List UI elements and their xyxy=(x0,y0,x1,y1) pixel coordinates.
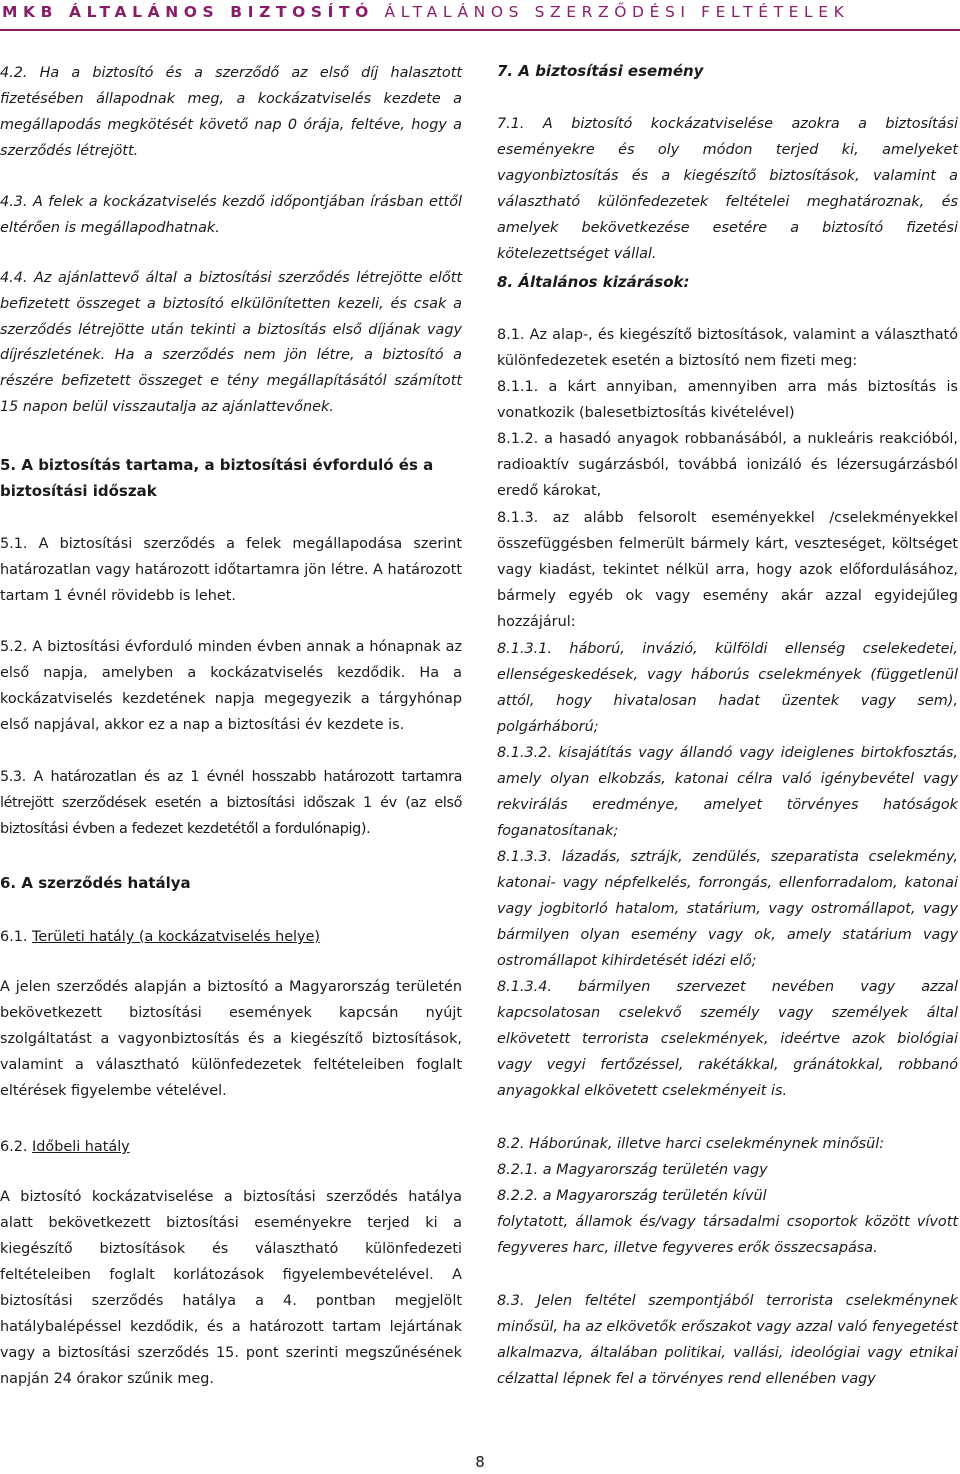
paragraph-8-1-3: 8.1.3. az alább felsorolt eseményekkel /cselekményekkel összefüggésben felmerült bármely kárt, veszteséget, költséget vagy kiadást, tekintet nélkül arra, hogy azok előfordulásához, bármely egyéb ok vagy esemény akár azzal egyidejűleg hozzájárul: xyxy=(497,510,958,630)
paragraph-4-2: 4.2. Ha a biztosító és a szerződő az első díj halasztott fizetésében állapodnak meg, a kockázatviselés kezdete a megállapodás megkötését követő nap 0 órája, feltéve, hogy a szerződés létrejött. xyxy=(0,65,462,159)
paragraph-8-2-2: 8.2.2. a Magyarország területén kívül xyxy=(497,1188,767,1204)
paragraph-8-1-1: 8.1.1. a kárt annyiban, amennyiben arra más biztosítás is vonatkozik (balesetbiztosítás kivételével) xyxy=(497,379,958,421)
paragraph-8-1-3-1: 8.1.3.1. háború, invázió, külföldi ellenség cselekedetei, ellenségeskedések, vagy háborús cselekmények (függetlenül attól, hogy hivatalosan hadat üzentek vagy sem), polgárháború; xyxy=(497,641,958,735)
subsection-6-1-title: Területi hatály (a kockázatviselés helye) xyxy=(32,929,321,945)
paragraph-8-2-1: 8.2.1. a Magyarország területén vagy xyxy=(497,1162,768,1178)
paragraph-7-1: 7.1. A biztosító kockázatviselése azokra a biztosítási eseményekre és oly módon terjed ki, amelyeket vagyonbiztosítás és a kiegészítő biztosítások, valamint a választható különfedezetek feltételei meghatároznak, és amelyek bekövetkezése esetére a biztosító fizetési kötelezettséget vállal. xyxy=(497,116,958,262)
paragraph-5-2: 5.2. A biztosítási évforduló minden évben annak a hónapnak az első napja, amelyben a kockázatviselés kezdődik. Ha a kockázatviselés kezdetének napja megegyezik a tárgyhónap első napjával, akkor ez a nap a biztosítási év kezdete is. xyxy=(0,639,462,733)
paragraph-4-4: 4.4. Az ajánlattevő által a biztosítási szerződés létrejötte előtt befizetett összeget a biztosító elkülönítetten kezeli, és csak a szerződés létrejötte után tekinti a biztosítás első díjának vagy díjrészletének. Ha a szerződés nem jön létre, a biztosító a részére befizetett összeget e tény megállapításától számított 15 napon belül visszautalja az ajánlattevőnek. xyxy=(0,270,462,415)
subsection-6-2-title: Időbeli hatály xyxy=(32,1139,130,1155)
paragraph-5-1: 5.1. A biztosítási szerződés a felek megállapodása szerint határozatlan vagy határozott időtartamra jön létre. A határozott tartam 1 évnél rövidebb is lehet. xyxy=(0,536,462,604)
section-8-heading: 8. Általános kizárások: xyxy=(497,273,690,291)
paragraph-4-3: 4.3. A felek a kockázatviselés kezdő időpontjában írásban ettől eltérően is megállapodhatnak. xyxy=(0,194,462,236)
paragraph-8-2: 8.2. Háborúnak, illetve harci cselekménynek minősül: xyxy=(497,1136,885,1152)
running-header xyxy=(0,0,960,28)
section-7-heading: 7. A biztosítási esemény xyxy=(497,62,704,80)
paragraph-8-2-continued: folytatott, államok és/vagy társadalmi csoportok között vívott fegyveres harc, illetve fegyveres erők összecsapása. xyxy=(497,1214,958,1256)
header-document-title: ÁLTALÁNOS SZERZŐDÉSI FELTÉTELEK xyxy=(384,3,850,21)
section-6-heading: 6. A szerződés hatálya xyxy=(0,874,191,892)
paragraph-5-3: 5.3. A határozatlan és az 1 évnél hosszabb határozott tartamra létrejött szerződések esetén a biztosítási időszak 1 év (az első biztosítási évben a fedezet kezdetétől a fordulónapig). xyxy=(0,769,462,837)
paragraph-6-2: A biztosító kockázatviselése a biztosítási szerződés hatálya alatt bekövetkezett biztosítási eseményekre terjed ki a kiegészítő biztosítások és választható különfedezeti feltételeiben foglalt korlátozások figyelembevételével. A biztosítási szerződés hatálya a 4. pontban megjelölt hatálybalépéssel kezdődik, és a határozott tartam lejártának vagy a biztosítási szerződés 15. pont szerinti megszűnésének napján 24 órakor szűnik meg. xyxy=(0,1189,462,1387)
subsection-6-2-heading: 6.2. Időbeli hatály xyxy=(0,1139,130,1155)
page-number: 8 xyxy=(475,1453,485,1471)
header-company: MKB ÁLTALÁNOS BIZTOSÍTÓ xyxy=(2,3,374,21)
paragraph-8-1-3-4: 8.1.3.4. bármilyen szervezet nevében vagy azzal kapcsolatosan cselekvő személy vagy személyek által elkövetett terrorista cselekmények, ideértve azok biológiai vagy vegyi fertőzéssel, rakétákkal, gránátokkal, robbanó anyagokkal elkövetett cselekményeit is. xyxy=(497,979,958,1099)
paragraph-8-1-2: 8.1.2. a hasadó anyagok robbanásából, a nukleáris reakcióból, radioaktív sugárzásból, továbbá ionizáló és lézersugárzásból eredő károkat, xyxy=(497,431,958,499)
paragraph-8-1: 8.1. Az alap-, és kiegészítő biztosítások, valamint a választható különfedezetek esetén a biztosító nem fizeti meg: xyxy=(497,327,958,369)
subsection-6-1-heading: 6.1. Területi hatály (a kockázatviselés helye) xyxy=(0,929,321,945)
paragraph-8-1-3-2: 8.1.3.2. kisajátítás vagy állandó vagy ideiglenes birtokfosztás, amely olyan elkobzás, katonai célra való igénybevétel vagy rekvirálás eredménye, amelyet törvényes hatóságok foganatosítanak; xyxy=(497,745,958,839)
header-rule xyxy=(0,29,960,31)
section-5-heading: 5. A biztosítás tartama, a biztosítási évforduló és a biztosítási időszak xyxy=(0,456,434,500)
paragraph-8-1-3-3: 8.1.3.3. lázadás, sztrájk, zendülés, szeparatista cselekmény, katonai- vagy népfelkelés, forrongás, ellenforradalom, katonai vagy jogbitorló hatalom, statárium, vagy ostromállapot, vagy bármilyen olyan esemény vagy ok, amely statárium vagy ostromállapot kihirdetését idézi elő; xyxy=(497,849,958,969)
paragraph-6-1: A jelen szerződés alapján a biztosító a Magyarország területén bekövetkezett biztosítási események kapcsán nyújt szolgáltatást a vagyonbiztosítás és a kiegészítő biztosítások, valamint a választható különfedezetek feltételeiben foglalt eltérések figyelembe vételével. xyxy=(0,979,462,1099)
paragraph-8-3: 8.3. Jelen feltétel szempontjából terrorista cselekménynek minősül, ha az elkövetők erőszakot vagy azzal való fenyegetést alkalmazva, általában politikai, vallási, ideológiai vagy etnikai célzattal lépnek fel a törvényes rend ellenében vagy xyxy=(497,1293,958,1387)
